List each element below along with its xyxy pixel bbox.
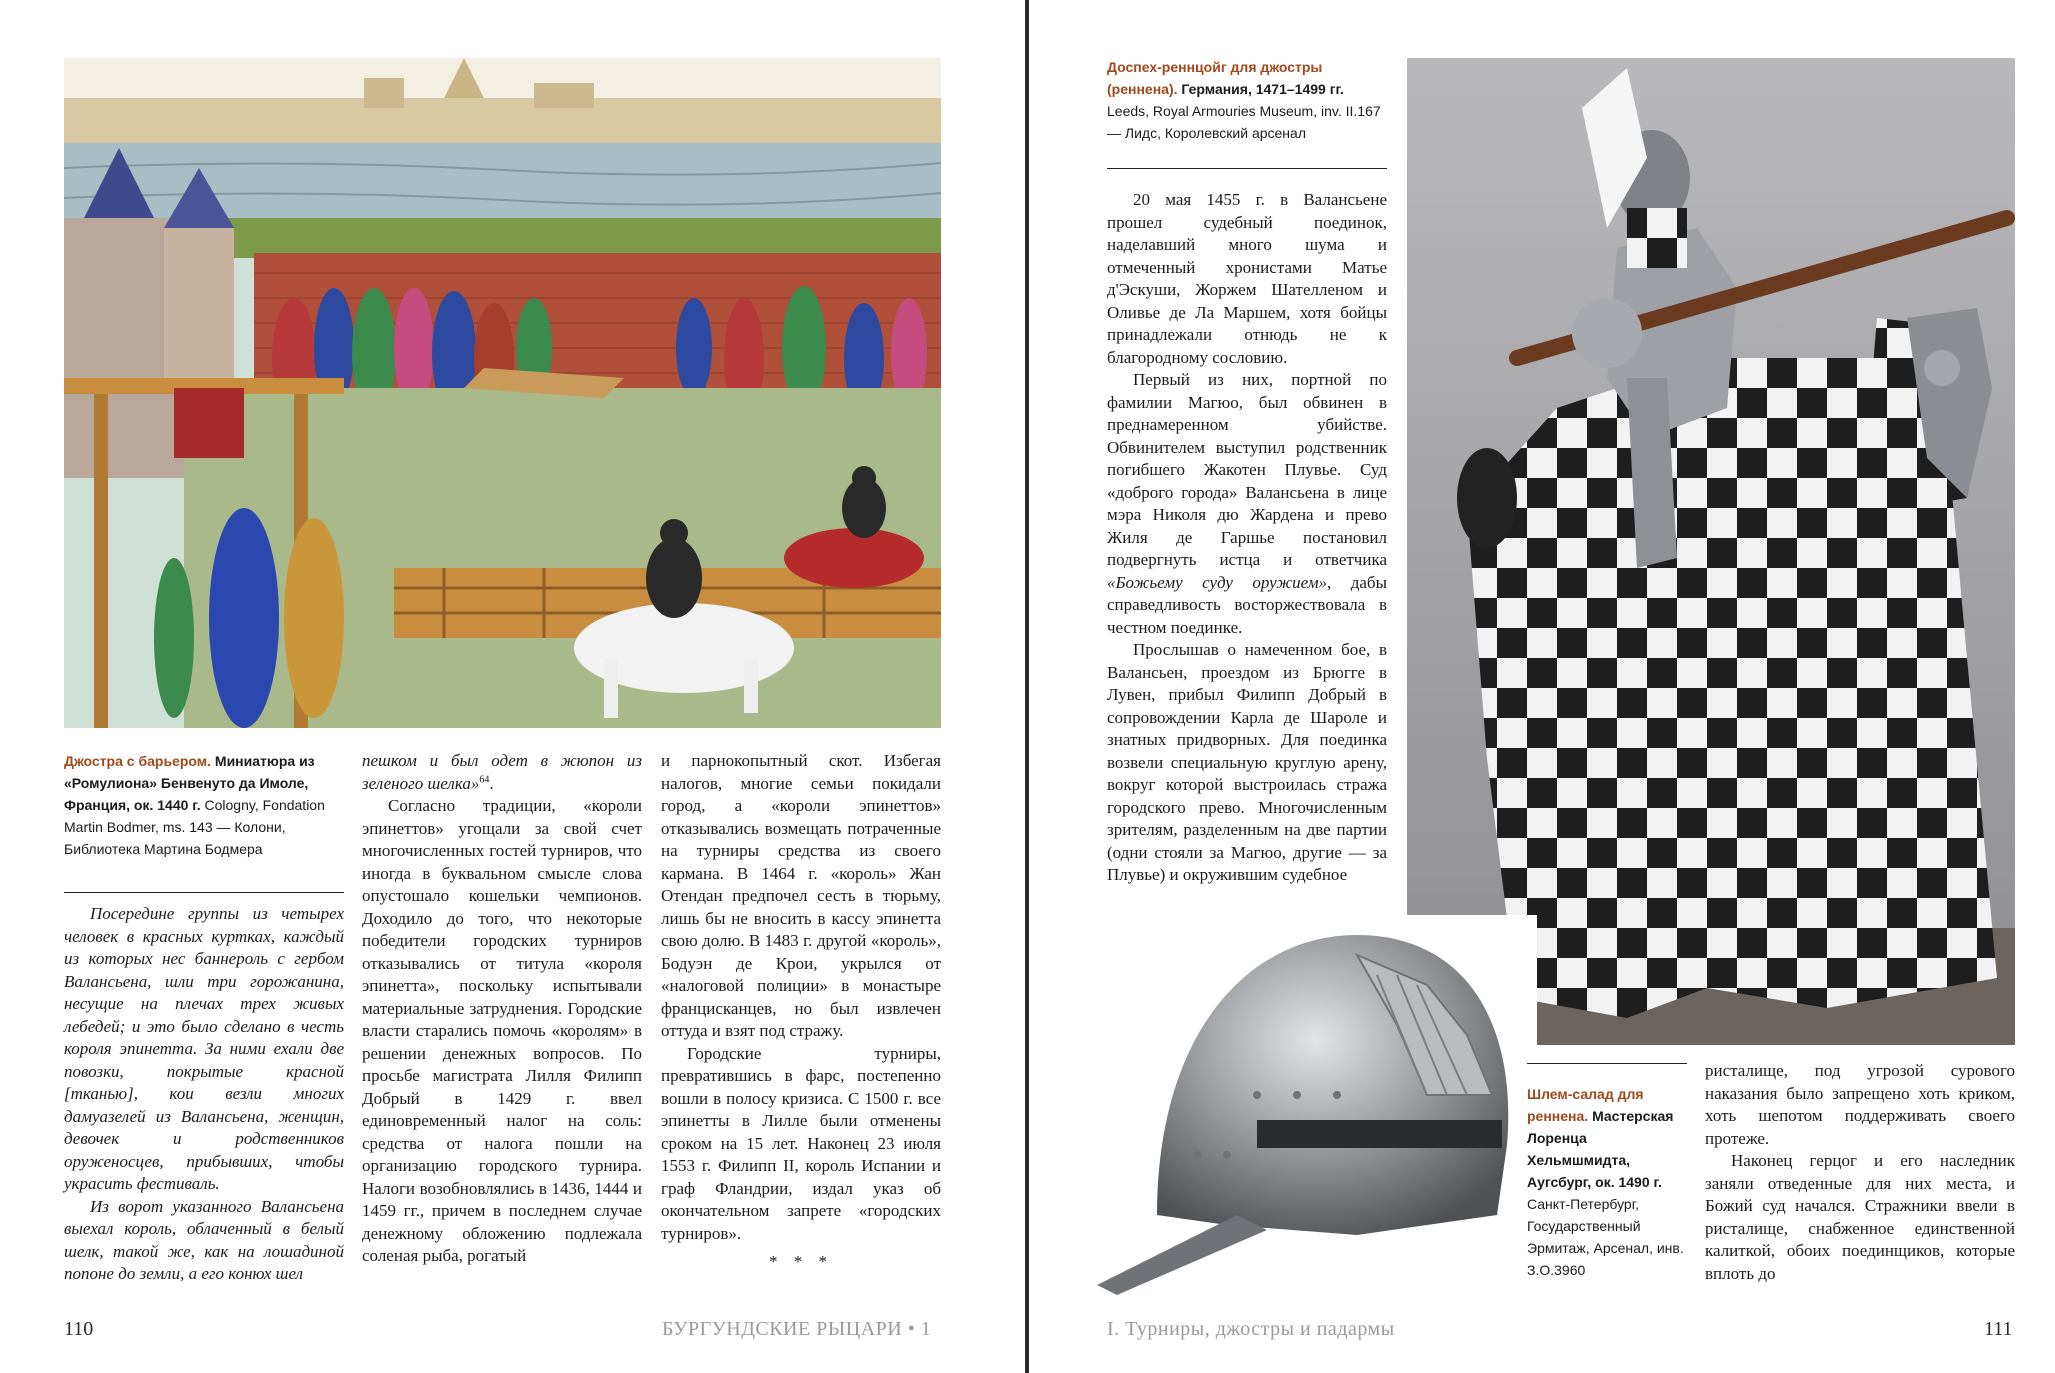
left-caption-bold: Миниатюра из «Ромулиона» Бенвенуто да Имоле, Франция, ок. 1440 г. <box>64 753 315 813</box>
armour-caption-rest: Leeds, Royal Armouries Museum, inv. II.167 — Лидс, Королевский арсенал <box>1107 103 1381 141</box>
sallet-helmet-photo <box>1097 915 1537 1295</box>
right-paragraph-2: Городские турниры, превратившись в фарс, постепенно вошли в полосу кризиса. С 1500 г. все эпинетты в Лилле были отменены сроком на 15 лет. Наконец 23 июля 1553 г. Филипп II, король Испании и граф Фландрии, издал указ об окончательном запрете «городских турниров». <box>661 1043 941 1243</box>
armour-caption <box>1107 56 1387 144</box>
right-page <box>1029 0 2055 1373</box>
left-page <box>0 0 1025 1373</box>
helmet-caption <box>1527 1083 1687 1281</box>
right-paragraph-1: и парнокопытный скот. Избегая налогов, многие семьи покидали город, а «короли эпинеттов» отказывались возмещать потраченные на турниры средства из своего кармана. В 1464 г. «король» Жан Отендан предпочел сесть в тюрьму, лишь бы не вносить в кассу эпинетта свою долю. В 1483 г. другой «король», Бодуэн де Крои, укрылся от «налоговой полиции» в монастыре францисканцев, но был извлечен оттуда и взят под стражу. <box>661 751 941 1040</box>
middle-italic-quote-end: пешком и был одет в жюпон из зеленого шелка»$^{64}$. <box>362 751 642 793</box>
left-column <box>64 903 344 1286</box>
italic-paragraph-1: Посередине группы из четырех человек в красных куртках, каждый из которых нес баннероль с гербом Валансьена, шли три горожанина, несущие на плечах трех живых лебедей; и это было сделано в честь короля эпинетта. За ними ехали две повозки, покрытые красной [тканью], кои везли многих дамуазелей из Валансьена, женщин, девочек и родственников оруженосцев, прибывших, чтобы украсить фестиваль. <box>64 904 344 1193</box>
left-caption-rest: Cologny, Fondation Martin Bodmer, ms. 143 — Колони, Библиотека Мартина Бодмера <box>64 797 325 857</box>
middle-column <box>362 750 642 1268</box>
right-column <box>661 750 941 1274</box>
italic-quote: «Божьему суду оружием» <box>1107 572 1328 592</box>
section-break-stars: * * * <box>769 1252 833 1271</box>
helmet-caption-rule <box>1527 1063 1687 1064</box>
bottom-paragraph-2: Наконец герцог и его наследник заняли отведенные для них места, и Божий суд начался. Стражники ввели в ристалище, снабженное единственной калиткой, обоих поединщиков, которые вплоть до <box>1705 1151 2015 1283</box>
armour-caption-rule <box>1107 168 1387 169</box>
right-folio: 111 <box>1984 1318 2013 1340</box>
left-caption-rule <box>64 892 344 893</box>
right-body-column <box>1107 189 1387 887</box>
miniature-jousting-illustration <box>64 58 941 728</box>
helmet-caption-accent: Шлем-салад для реннена. <box>1527 1086 1644 1124</box>
right-paragraph-3: Прослышав о намеченном бое, в Валансьен, проездом из Брюгге в Лувен, прибыл Филипп Добрый в сопровождении Карла де Шароле и знатных придворных. Для поединка возвели специальную круглую арену, вокруг которой выстроилась стража городского прево. Многочисленным зрителям, разделенным на две партии (одни стояли за Магюо, другие — за Плувье) и окружившим судебное <box>1107 640 1387 884</box>
helmet-caption-bold: Мастерская Лоренца Хельмшмидта, Аугсбург, ок. 1490 г. <box>1527 1108 1674 1190</box>
left-caption <box>64 750 344 860</box>
right-paragraph-2: Первый из них, портной по фамилии Магюо, был обвинен в преднамеренном убийстве. Обвинителем выступил родственник погибшего Жакотен Плувье. Суд «доброго города» Валансьена в лице мэра Николя дю Жардена и прево Жиля де Гаршье постановил подвергнуть истца и ответчика «Божьему суду оружием», дабы справедливость восторжествовала в честном поединке. <box>1107 370 1387 637</box>
bottom-right-column <box>1705 1060 2015 1285</box>
italic-paragraph-2: Из ворот указанного Валансьена выехал король, облаченный в белый шелк, такой же, как на лошадиной попоне до земли, а его конюх шел <box>64 1196 344 1283</box>
helmet-caption-rest: Санкт-Петербург, Государственный Эрмитаж, Арсенал, инв. З.О.3960 <box>1527 1196 1684 1278</box>
footnote-marker: 64 <box>479 773 490 785</box>
right-paragraph-1: 20 мая 1455 г. в Валансьене прошел судебный поединок, наделавший много шума и отмеченный хронистами Матье д'Эскуши, Жоржем Шателленом и Оливье де Ла Маршем, хотя бойцы принадлежали отнюдь не к благородному сословию. <box>1107 190 1387 367</box>
left-caption-accent: Джостра с барьером. <box>64 753 212 769</box>
bottom-paragraph-1: ристалище, под угрозой сурового наказания было запрещено хоть криком, хоть шепотом поддерживать своего протеже. <box>1705 1061 2015 1148</box>
left-running-head: БУРГУНДСКИЕ РЫЦАРИ • 1 <box>662 1318 932 1340</box>
armour-caption-bold: Германия, 1471–1499 гг. <box>1181 81 1344 97</box>
right-running-head: I. Турниры, джостры и падармы <box>1107 1318 1395 1340</box>
armour-caption-accent: Доспех-реннцойг для джостры (реннена). <box>1107 59 1323 97</box>
left-folio: 110 <box>64 1318 94 1340</box>
middle-paragraph: Согласно традиции, «короли эпинеттов» угощали за свой счет многочисленных гостей турниров, что иногда в буквальном смысле слова опустошало кошельки чемпионов. Доходило до того, что некоторые победители городских турниров отказывались от титула «короля эпинетта», поскольку испытывали материальные затруднения. Городские власти старались помочь «королям» в решении денежных вопросов. По просьбе магистрата Лилля Филипп Добрый в 1429 г. ввел единовременный налог на соль: средства от налога пошли на организацию городского турнира. Налоги возобновлялись в 1436, 1444 и 1459 гг., причем в последнем случае денежному обложению подлежала соленая рыба, рогатый <box>362 796 642 1265</box>
jousting-armour-photo <box>1407 58 2015 1045</box>
